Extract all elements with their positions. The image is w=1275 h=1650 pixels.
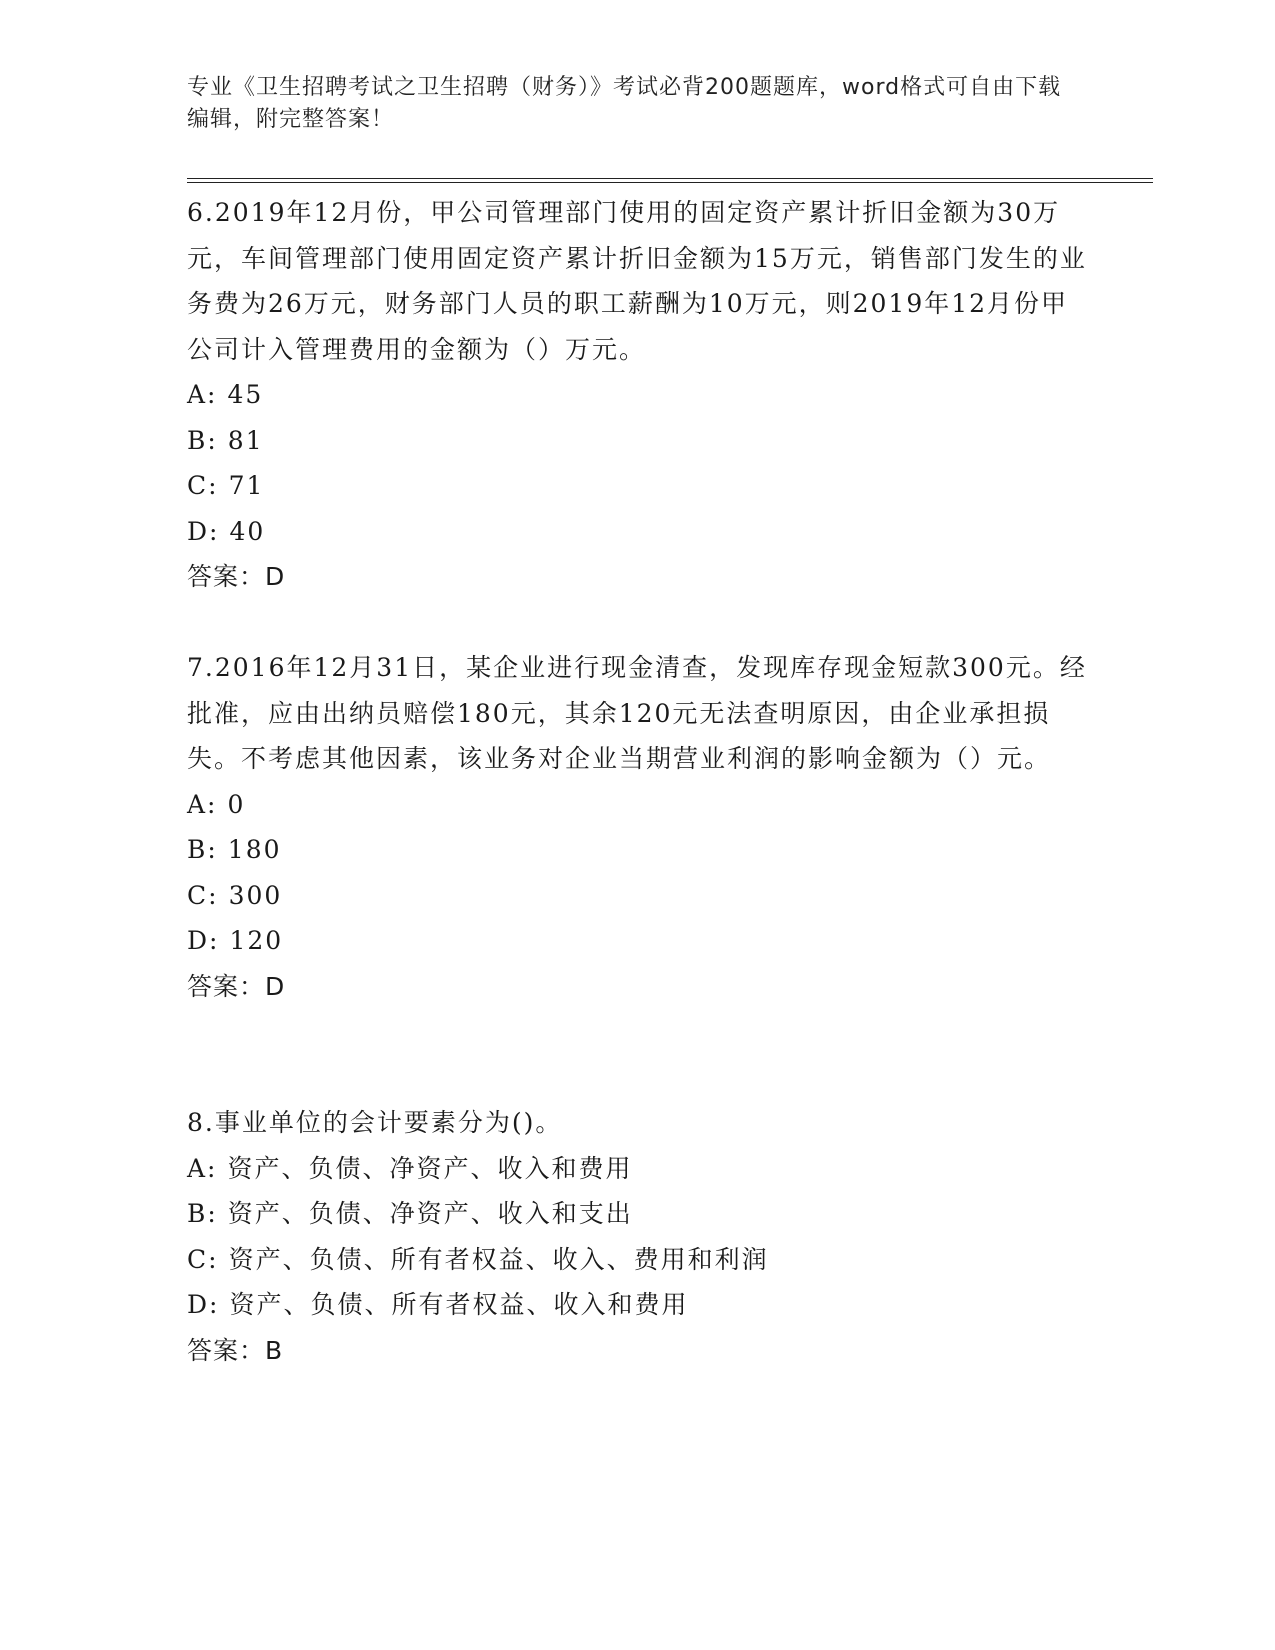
option-a bbox=[187, 782, 1087, 828]
option-value: 0 bbox=[227, 789, 246, 819]
option-value: 120 bbox=[229, 926, 284, 955]
option-value: 180 bbox=[227, 835, 282, 864]
option-value: 81 bbox=[227, 425, 264, 455]
answer-line: 答案：D bbox=[187, 562, 286, 591]
option-value: 资产、负债、净资产、收入和费用 bbox=[227, 1153, 633, 1183]
option-value: 资产、负债、所有者权益、收入、费用和利润 bbox=[228, 1244, 769, 1274]
option-b bbox=[187, 827, 1087, 873]
option-c bbox=[187, 873, 1087, 919]
question-7 bbox=[187, 645, 1087, 1009]
answer-line: 答案：B bbox=[187, 1335, 284, 1365]
option-c bbox=[187, 463, 1087, 509]
document-header: 专业《卫生招聘考试之卫生招聘（财务）》考试必背200题题库，word格式可自由下载编辑，附完整答案！ bbox=[187, 75, 1062, 132]
option-value: 资产、负债、所有者权益、收入和费用 bbox=[229, 1290, 689, 1319]
option-d bbox=[187, 1282, 1087, 1328]
option-key: B: bbox=[187, 835, 218, 864]
option-b bbox=[187, 418, 1087, 464]
option-b bbox=[187, 1191, 1087, 1237]
question-stem: 6.2019年12月份，甲公司管理部门使用的固定资产累计折旧金额为30万元，车间管理部门使用固定资产累计折旧金额为15万元，销售部门发生的业务费为26万元，财务部门人员的职工薪酬为10万元，则2019年12月份甲公司计入管理费用的金额为（）万元。 bbox=[187, 198, 1087, 364]
option-a bbox=[187, 1146, 1087, 1192]
option-key: A: bbox=[187, 789, 218, 819]
option-value: 71 bbox=[228, 471, 265, 500]
header-divider-top bbox=[187, 178, 1153, 179]
question-stem: 8.事业单位的会计要素分为()。 bbox=[187, 1108, 563, 1137]
question-6 bbox=[187, 190, 1087, 600]
question-8 bbox=[187, 1100, 1087, 1373]
option-key: A: bbox=[187, 1153, 218, 1183]
option-key: D: bbox=[187, 1290, 220, 1319]
option-key: D: bbox=[187, 926, 220, 955]
option-key: D: bbox=[187, 516, 220, 546]
option-key: B: bbox=[187, 1199, 218, 1228]
header-divider-bottom bbox=[187, 182, 1153, 183]
option-key: C: bbox=[187, 880, 219, 910]
option-value: 45 bbox=[227, 380, 264, 409]
option-value: 300 bbox=[228, 880, 283, 910]
option-c bbox=[187, 1237, 1087, 1283]
option-key: C: bbox=[187, 471, 219, 500]
option-key: C: bbox=[187, 1244, 219, 1274]
option-key: A: bbox=[187, 380, 218, 409]
option-key: B: bbox=[187, 425, 218, 455]
option-value: 40 bbox=[229, 516, 266, 546]
option-d bbox=[187, 918, 1087, 964]
option-a bbox=[187, 372, 1087, 418]
option-value: 资产、负债、净资产、收入和支出 bbox=[227, 1199, 633, 1228]
option-d bbox=[187, 509, 1087, 555]
question-stem: 7.2016年12月31日，某企业进行现金清查，发现库存现金短款300元。经批准，应由出纳员赔偿180元，其余120元无法查明原因，由企业承担损失。不考虑其他因素，该业务对企业当期营业利润的影响金额为（）元。 bbox=[187, 653, 1087, 773]
answer-line: 答案：D bbox=[187, 971, 286, 1001]
